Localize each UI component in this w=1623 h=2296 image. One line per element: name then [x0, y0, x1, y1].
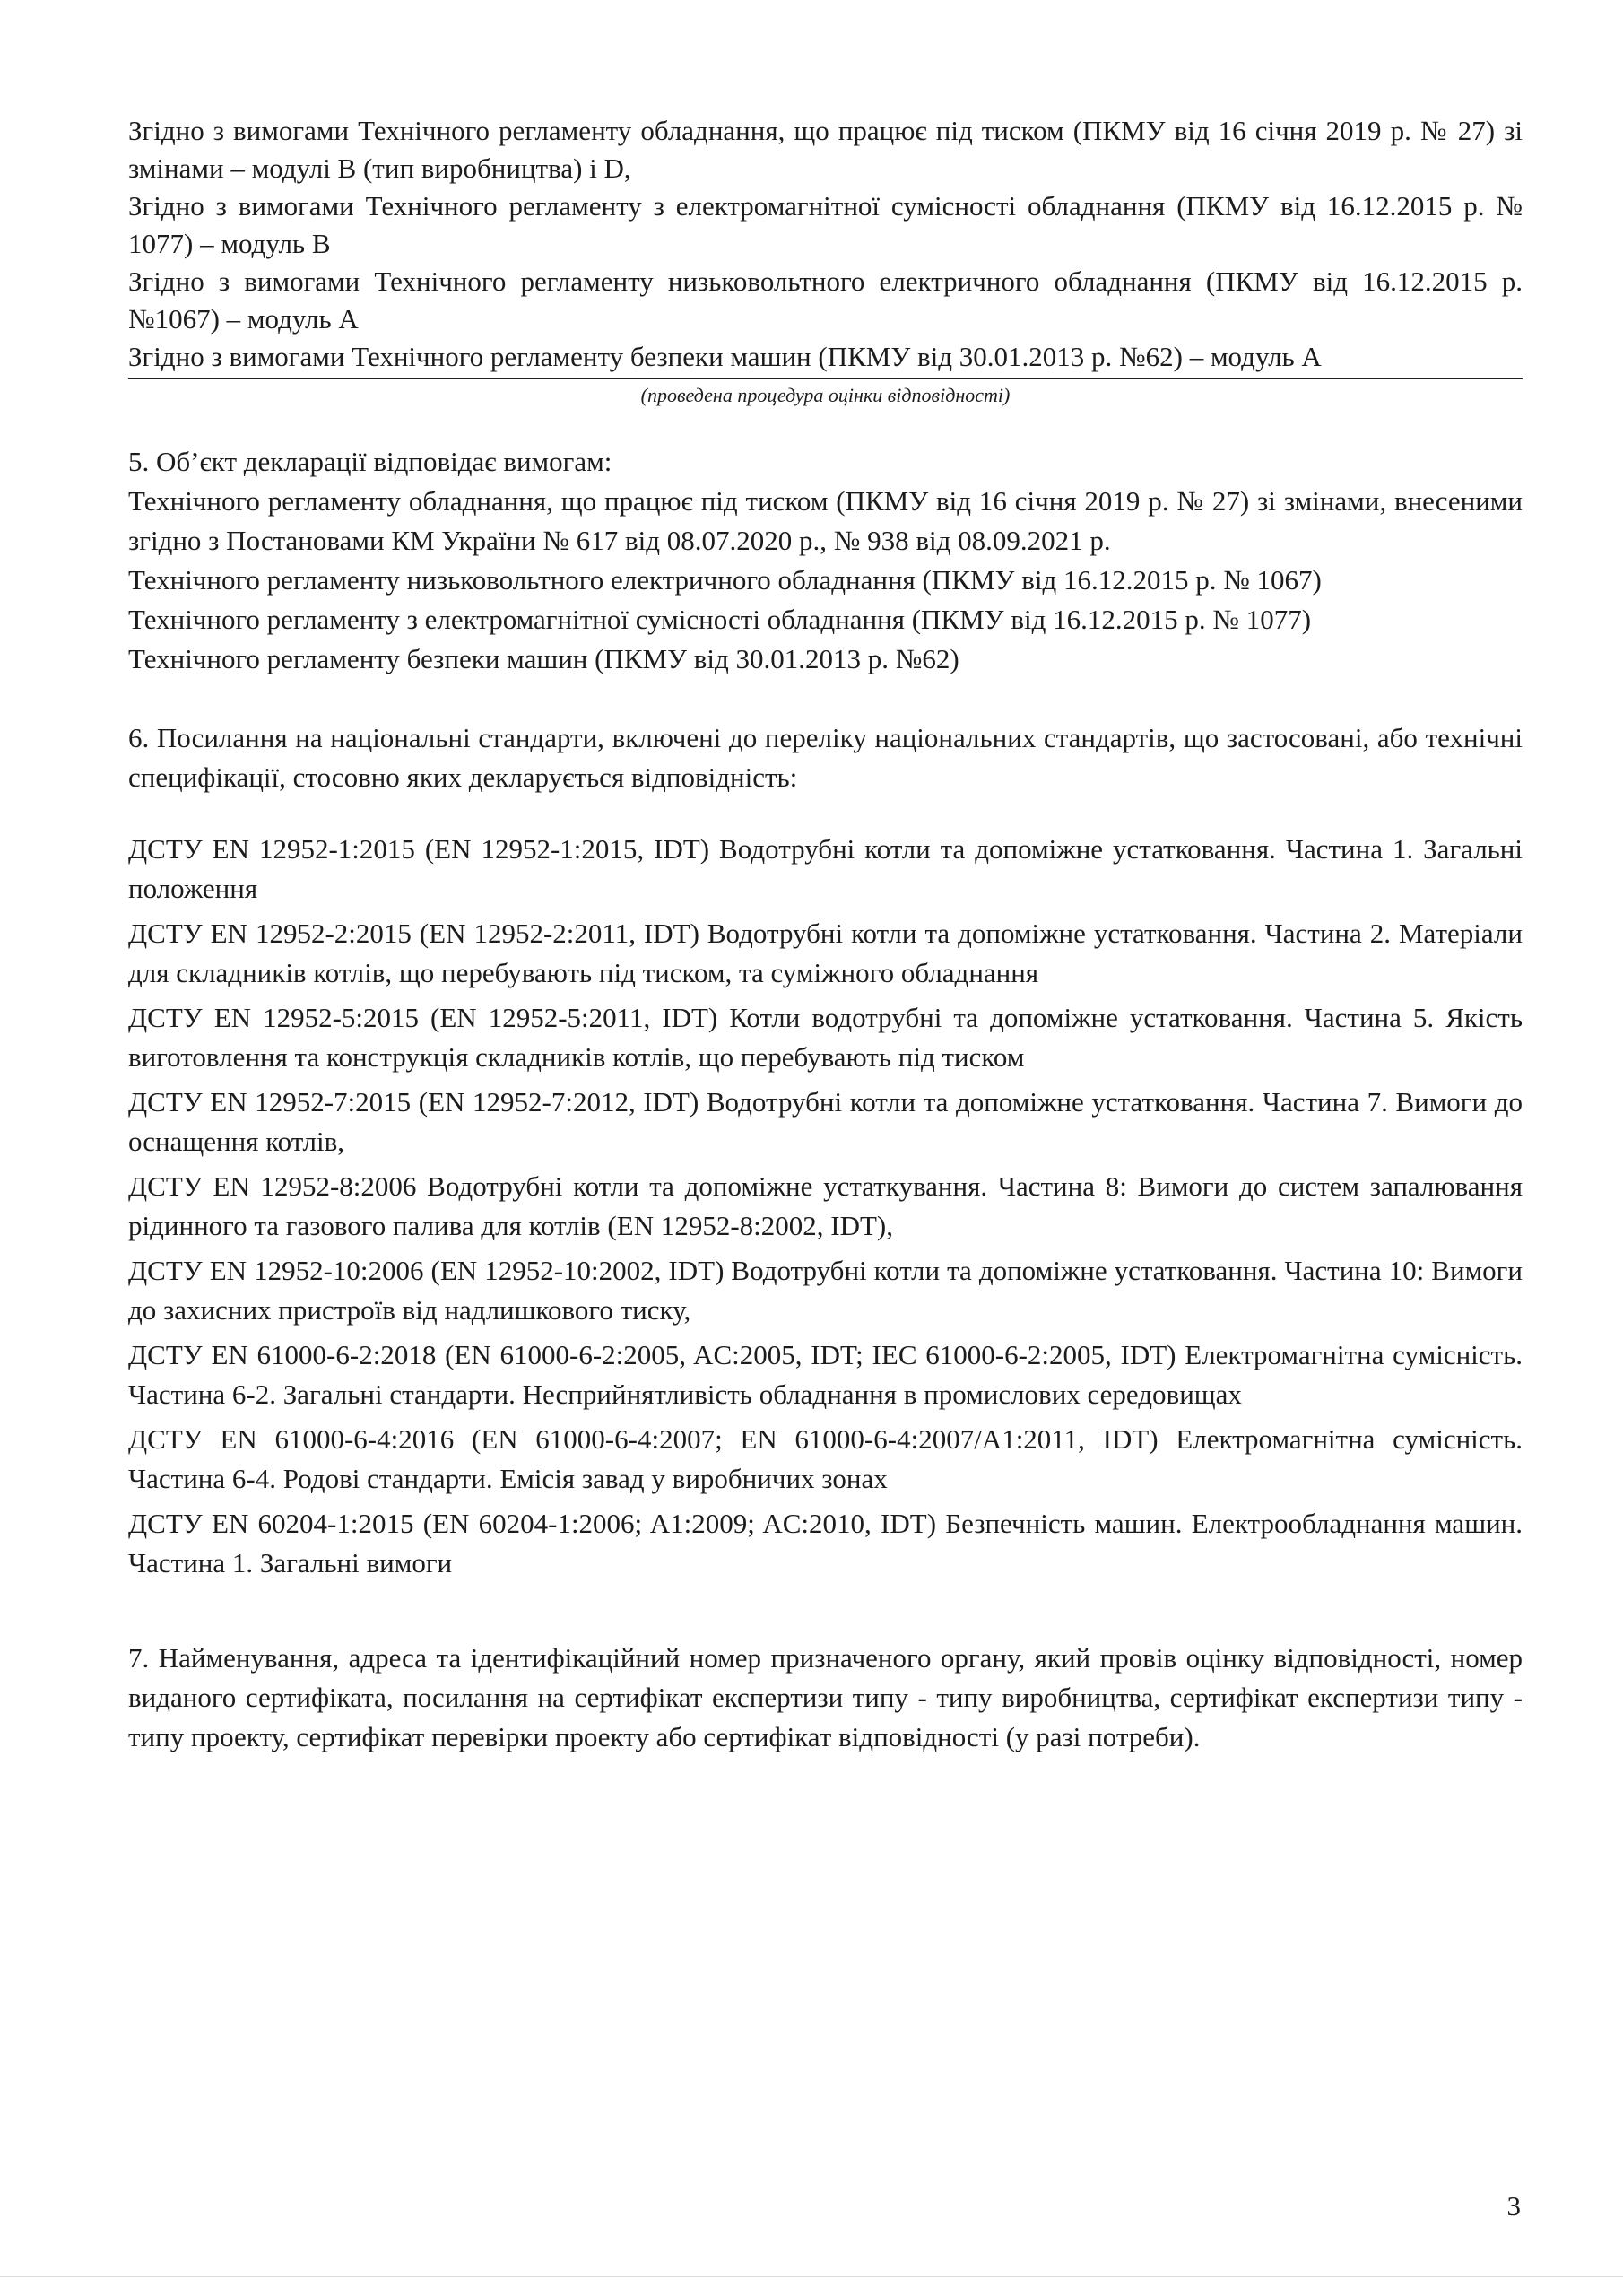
standard-item: ДСТУ EN 12952-1:2015 (EN 12952-1:2015, IDT) Водотрубні котли та допоміжне устатковання. Частина 1. Загальні положення: [128, 833, 1523, 904]
standard-item: ДСТУ EN 12952-10:2006 (EN 12952-10:2002, IDT) Водотрубні котли та допоміжне устатковання. Частина 10: Вимоги до захисних пристроїв від надлишкового тиску,: [128, 1255, 1523, 1326]
section-6: [128, 718, 1523, 1583]
standard-item: ДСТУ EN 61000-6-2:2018 (EN 61000-6-2:2005, AC:2005, IDT; IEC 61000-6-2:2005, IDT) Електромагнітна сумісність. Частина 6-2. Загальні стандарти. Несприйнятливість обладнання в промислових середовищах: [128, 1339, 1523, 1410]
conformity-procedure-text: Згідно з вимогами Технічного регламенту з електромагнітної сумісності обладнання (ПКМУ від 16.12.2015 р. № 1077) – модуль В: [128, 190, 1523, 259]
conformity-procedure-text: Згідно з вимогами Технічного регламенту обладнання, що працює під тиском (ПКМУ від 16 січня 2019 р. № 27) зі змінами – модулі B (тип виробництва) і D,: [128, 115, 1523, 184]
page-number: 3: [1506, 2190, 1521, 2222]
standard-item: ДСТУ EN 12952-8:2006 Водотрубні котли та допоміжне устаткування. Частина 8: Вимоги до систем запалювання рідинного та газового палива для котлів (EN 12952-8:2002, IDT),: [128, 1170, 1523, 1241]
conformity-procedure-item: [128, 338, 1523, 376]
section-5-item: Технічного регламенту обладнання, що працює під тиском (ПКМУ від 16 січня 2019 р. № 27) зі змінами, внесеними згідно з Постановами КМ України № 617 від 08.07.2020 р., № 938 від 08.09.2021 р.: [128, 485, 1523, 556]
underline-caption: (проведена процедура оцінки відповідності): [640, 384, 1011, 406]
standard-item: ДСТУ EN 61000-6-4:2016 (EN 61000-6-4:2007; EN 61000-6-4:2007/A1:2011, IDT) Електромагнітна сумісність. Частина 6-4. Родові стандарти. Емісія завад у виробничих зонах: [128, 1423, 1523, 1494]
section-5-heading: 5. Об’єкт декларації відповідає вимогам:: [128, 446, 612, 477]
standard-item: ДСТУ EN 12952-5:2015 (EN 12952-5:2011, IDT) Котли водотрубні та допоміжне устатковання. Частина 5. Якість виготовлення та конструкція складників котлів, що перебувають під тиском: [128, 1002, 1523, 1073]
standard-item: ДСТУ EN 12952-2:2015 (EN 12952-2:2011, IDT) Водотрубні котли та допоміжне устатковання. Частина 2. Матеріали для складників котлів, що перебувають під тиском, та суміжного обладнання: [128, 918, 1523, 988]
scan-bottom-edge: [0, 2276, 1623, 2277]
standards-list: [128, 830, 1523, 1583]
signature-underline: [128, 378, 1523, 379]
conformity-procedure-item: [128, 112, 1523, 187]
standard-item: ДСТУ EN 60204-1:2015 (EN 60204-1:2006; A1:2009; AC:2010, IDT) Безпечність машин. Електрообладнання машин. Частина 1. Загальні вимоги: [128, 1508, 1523, 1578]
conformity-procedure-item: [128, 187, 1523, 263]
document-page: [128, 112, 1523, 1757]
conformity-procedure-item: [128, 263, 1523, 338]
section-7-text: 7. Найменування, адреса та ідентифікаційний номер призначеного органу, який провів оцінку відповідності, номер виданого сертифіката, посилання на сертифікат експертизи типу - типу виробництва, сертифікат експертизи типу - типу проекту, сертифікат перевірки проекту або сертифікат відповідності (у разі потреби).: [128, 1642, 1523, 1752]
section-6-heading: 6. Посилання на національні стандарти, включені до переліку національних стандартів, що застосовані, або технічні специфікації, стосовно яких декларується відповідність:: [128, 722, 1523, 793]
section-5-item: Технічного регламенту з електромагнітної сумісності обладнання (ПКМУ від 16.12.2015 р. № 1077): [128, 604, 1312, 635]
section-5: [128, 442, 1523, 679]
conformity-procedure-text: Згідно з вимогами Технічного регламенту безпеки машин (ПКМУ від 30.01.2013 р. №62) – модуль А: [128, 341, 1322, 372]
conformity-procedure-text: Згідно з вимогами Технічного регламенту низьковольтного електричного обладнання (ПКМУ від 16.12.2015 р. №1067) – модуль А: [128, 265, 1523, 335]
section-7: [128, 1639, 1523, 1757]
section-5-item: Технічного регламенту безпеки машин (ПКМУ від 30.01.2013 р. №62): [128, 643, 959, 674]
conformity-procedure-list: [128, 112, 1523, 376]
section-5-item: Технічного регламенту низьковольтного електричного обладнання (ПКМУ від 16.12.2015 р. № 1067): [128, 564, 1322, 596]
standard-item: ДСТУ EN 12952-7:2015 (EN 12952-7:2012, IDT) Водотрубні котли та допоміжне устатковання. Частина 7. Вимоги до оснащення котлів,: [128, 1086, 1523, 1157]
